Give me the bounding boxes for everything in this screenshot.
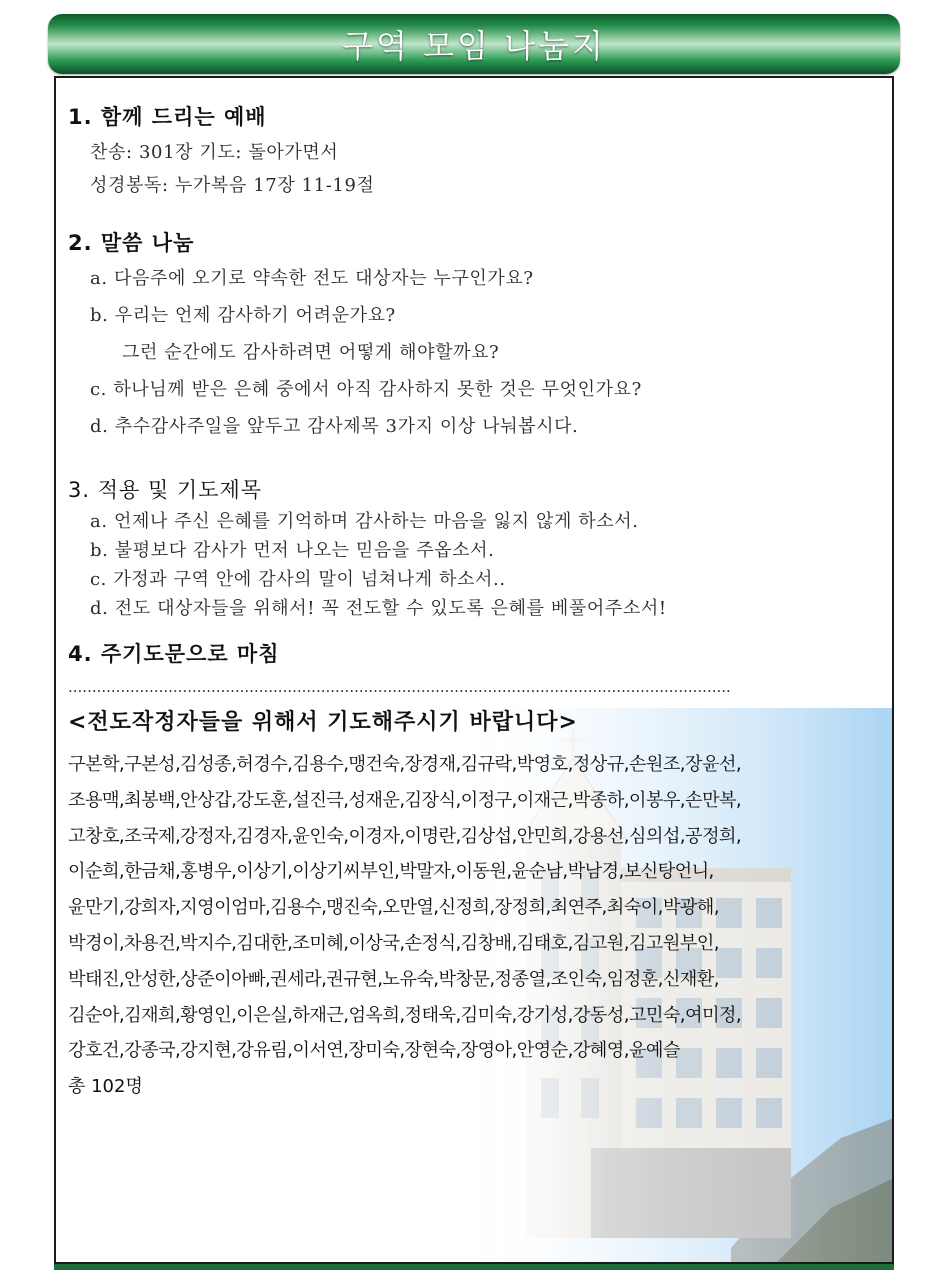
prayer-point-d: d. 전도 대상자들을 위해서! 꼭 전도할 수 있도록 은혜를 베풀어주소서! bbox=[90, 598, 667, 619]
question-d: d. 추수감사주일을 앞두고 감사제목 3가지 이상 나눠봅시다. bbox=[90, 416, 579, 437]
name-list-row: 구본학,구본성,김성종,허경수,김용수,맹건숙,장경재,김규락,박영호,정상규,손원조,장윤선, bbox=[68, 754, 742, 775]
content-frame bbox=[54, 76, 894, 1264]
question-b-continued: 그런 순간에도 감사하려면 어떻게 해야할까요? bbox=[122, 342, 500, 363]
prayer-point-c: c. 가정과 구역 안에 감사의 말이 넘쳐나게 하소서.. bbox=[90, 569, 506, 590]
name-list-row: 고창호,조국제,강정자,김경자,윤인숙,이경자,이명란,김상섭,안민희,강용선,심의섭,공정희, bbox=[68, 825, 742, 847]
document-body bbox=[68, 100, 884, 1105]
name-list-row: 박경이,차용건,박지수,김대한,조미혜,이상국,손정식,김창배,김태호,김고원,김고원부인, bbox=[68, 932, 719, 954]
name-list-row: 조용맥,최봉백,안상갑,강도훈,설진극,성재운,김장식,이정구,이재근,박종하,이봉우,손만복, bbox=[68, 789, 742, 811]
reading-line: 성경봉독: 누가복음 17장 11-19절 bbox=[90, 175, 375, 196]
prayer-point-a: a. 언제나 주신 은혜를 기억하며 감사하는 마음을 잃지 않게 하소서. bbox=[90, 511, 639, 532]
section-4-heading: 4. 주기도문으로 마침 bbox=[68, 642, 280, 666]
section-3-heading: 3. 적용 및 기도제목 bbox=[68, 478, 263, 502]
question-c: c. 하나님께 받은 은혜 중에서 아직 감사하지 못한 것은 무엇인가요? bbox=[90, 379, 642, 400]
title-banner bbox=[48, 14, 900, 74]
question-a: a. 다음주에 오기로 약속한 전도 대상자는 누구인가요? bbox=[90, 268, 534, 289]
prayer-request-title: <전도작정자들을 위해서 기도해주시기 바랍니다> bbox=[68, 710, 578, 735]
prayer-point-b: b. 불평보다 감사가 먼저 나오는 믿음을 주옵소서. bbox=[90, 540, 495, 561]
name-list-row: 박태진,안성한,상준이아빠,권세라,권규현,노유숙,박창문,정종열,조인숙,임정훈,신재환, bbox=[68, 968, 719, 990]
dotted-divider: ........................................................................................................................................... bbox=[68, 678, 731, 696]
name-list bbox=[68, 747, 884, 1069]
name-list-row: 강호건,강종국,강지현,강유림,이서연,장미숙,장현숙,장영아,안영순,강혜영,윤예슬 bbox=[68, 1040, 680, 1062]
section-2-heading: 2. 말씀 나눔 bbox=[68, 231, 195, 255]
section-1-heading: 1. 함께 드리는 예배 bbox=[68, 105, 267, 129]
question-b: b. 우리는 언제 감사하기 어려운가요? bbox=[90, 305, 396, 326]
name-list-row: 이순희,한금채,홍병우,이상기,이상기씨부인,박말자,이동원,윤순남,박남경,보신탕언니, bbox=[68, 861, 714, 883]
hymn-line: 찬송: 301장 기도: 돌아가면서 bbox=[90, 142, 339, 163]
name-list-row: 김순아,김재희,황영인,이은실,하재근,엄옥희,정태욱,김미숙,강기성,강동성,고민숙,여미정, bbox=[68, 1004, 742, 1026]
name-list-row: 윤만기,강희자,지영이엄마,김용수,맹진숙,오만열,신정희,장정희,최연주,최숙이,박광해, bbox=[68, 897, 719, 919]
bottom-green-bar bbox=[54, 1264, 894, 1270]
total-count: 총 102명 bbox=[68, 1076, 143, 1098]
page-title: 구역 모임 나눔지 bbox=[342, 27, 606, 65]
